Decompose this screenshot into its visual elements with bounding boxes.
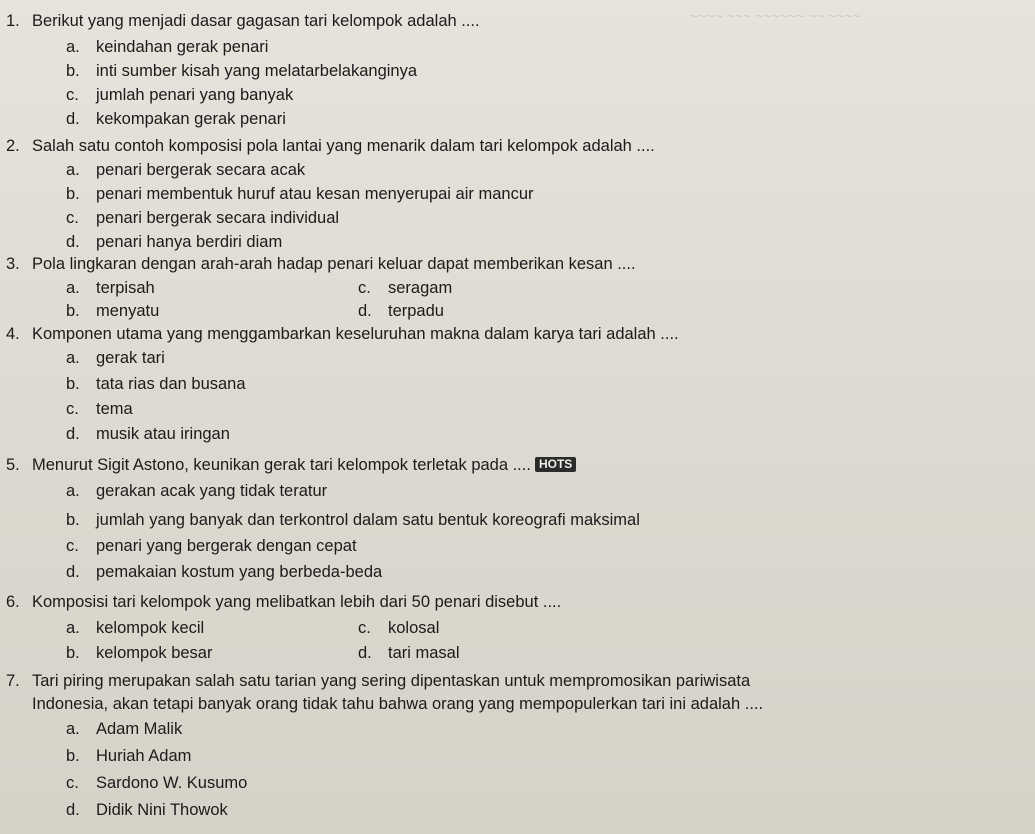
option-3c[interactable]: [358, 278, 452, 298]
option-letter: c.: [358, 279, 371, 297]
bleed-through-texture: ~~~~ ~~~ ~~~~~~ ~~ ~~~~: [690, 8, 861, 24]
option-text: inti sumber kisah yang melatarbelakanginya: [96, 62, 418, 80]
question-4: [6, 324, 679, 344]
option-text: seragam: [388, 279, 453, 297]
question-text: Salah satu contoh komposisi pola lantai yang menarik dalam tari kelompok adalah ....: [32, 137, 655, 155]
option-text: kelompok kecil: [96, 619, 205, 637]
option-letter: d.: [66, 563, 80, 581]
option-letter: d.: [66, 425, 80, 443]
option-1d[interactable]: [66, 109, 286, 129]
option-letter: d.: [66, 801, 80, 819]
question-7: [6, 671, 750, 691]
option-text: gerakan acak yang tidak teratur: [96, 482, 328, 500]
option-letter: d.: [358, 644, 372, 662]
option-text: jumlah yang banyak dan terkontrol dalam satu bentuk koreografi maksimal: [96, 511, 640, 529]
question-text: Tari piring merupakan salah satu tarian yang sering dipentaskan untuk mempromosikan pariwisata: [32, 672, 751, 690]
option-text: terpisah: [96, 279, 155, 297]
option-4b[interactable]: [66, 374, 246, 394]
option-letter: b.: [66, 747, 80, 765]
option-text: menyatu: [96, 302, 160, 320]
option-1c[interactable]: [66, 85, 293, 105]
question-1: [6, 11, 480, 31]
option-text: keindahan gerak penari: [96, 38, 269, 56]
question-6: [6, 592, 561, 612]
option-text: tari masal: [388, 644, 460, 662]
question-number: 2.: [6, 137, 20, 155]
option-letter: a.: [66, 349, 80, 367]
option-text: penari bergerak secara individual: [96, 209, 340, 227]
option-letter: d.: [66, 233, 80, 251]
option-text: terpadu: [388, 302, 444, 320]
option-letter: a.: [66, 161, 80, 179]
option-2d[interactable]: [66, 232, 282, 252]
option-4a[interactable]: [66, 348, 165, 368]
question-3: [6, 254, 636, 274]
question-2: [6, 136, 655, 156]
option-letter: a.: [66, 619, 80, 637]
option-letter: b.: [66, 375, 80, 393]
question-text: Pola lingkaran dengan arah-arah hadap penari keluar dapat memberikan kesan ....: [32, 255, 636, 273]
option-text: gerak tari: [96, 349, 165, 367]
option-text: penari bergerak secara acak: [96, 161, 306, 179]
option-text: penari hanya berdiri diam: [96, 233, 283, 251]
option-7c[interactable]: [66, 773, 247, 793]
option-6b[interactable]: [66, 643, 212, 663]
option-letter: b.: [66, 302, 80, 320]
option-text: Adam Malik: [96, 720, 183, 738]
question-text: Komponen utama yang menggambarkan keseluruhan makna dalam karya tari adalah ....: [32, 325, 679, 343]
option-3d[interactable]: [358, 301, 444, 321]
option-letter: a.: [66, 279, 80, 297]
option-6a[interactable]: [66, 618, 204, 638]
option-letter: b.: [66, 511, 80, 529]
option-letter: a.: [66, 38, 80, 56]
option-text: kekompakan gerak penari: [96, 110, 286, 128]
option-5c[interactable]: [66, 536, 357, 556]
option-2b[interactable]: [66, 184, 533, 204]
question-number: 6.: [6, 593, 20, 611]
question-number: 1.: [6, 12, 20, 30]
option-4c[interactable]: [66, 399, 133, 419]
question-text: Menurut Sigit Astono, keunikan gerak tari kelompok terletak pada ....: [32, 456, 531, 474]
option-text: Huriah Adam: [96, 747, 192, 765]
question-number: 4.: [6, 325, 20, 343]
question-number: 5.: [6, 456, 20, 474]
option-7d[interactable]: [66, 800, 228, 820]
question-number: 3.: [6, 255, 20, 273]
option-text: kelompok besar: [96, 644, 213, 662]
option-7b[interactable]: [66, 746, 191, 766]
option-text: jumlah penari yang banyak: [96, 86, 294, 104]
option-letter: c.: [66, 209, 79, 227]
option-letter: b.: [66, 185, 80, 203]
option-letter: a.: [66, 482, 80, 500]
option-text: penari membentuk huruf atau kesan menyerupai air mancur: [96, 185, 534, 203]
option-text: Didik Nini Thowok: [96, 801, 228, 819]
hots-badge: HOTS: [535, 457, 576, 472]
option-letter: a.: [66, 720, 80, 738]
option-letter: d.: [358, 302, 372, 320]
question-text: Komposisi tari kelompok yang melibatkan lebih dari 50 penari disebut ....: [32, 593, 562, 611]
option-6c[interactable]: [358, 618, 439, 638]
option-letter: b.: [66, 644, 80, 662]
option-3a[interactable]: [66, 278, 155, 298]
question-text: Berikut yang menjadi dasar gagasan tari kelompok adalah ....: [32, 12, 480, 30]
option-5b[interactable]: [66, 510, 640, 530]
option-letter: b.: [66, 62, 80, 80]
option-text: musik atau iringan: [96, 425, 230, 443]
option-1b[interactable]: [66, 61, 417, 81]
option-5d[interactable]: [66, 562, 382, 582]
option-2c[interactable]: [66, 208, 339, 228]
option-6d[interactable]: [358, 643, 460, 663]
option-text: pemakaian kostum yang berbeda-beda: [96, 563, 383, 581]
option-letter: c.: [66, 774, 79, 792]
option-2a[interactable]: [66, 160, 305, 180]
option-4d[interactable]: [66, 424, 230, 444]
option-text: tema: [96, 400, 133, 418]
option-text: Sardono W. Kusumo: [96, 774, 248, 792]
question-7-continuation: Indonesia, akan tetapi banyak orang tidak tahu bahwa orang yang mempopulerkan tari ini adalah ....: [32, 695, 764, 713]
option-3b[interactable]: [66, 301, 159, 321]
option-letter: c.: [66, 537, 79, 555]
option-text: penari yang bergerak dengan cepat: [96, 537, 357, 555]
option-7a[interactable]: [66, 719, 182, 739]
question-number: 7.: [6, 672, 20, 690]
option-letter: c.: [358, 619, 371, 637]
option-5a[interactable]: [66, 481, 327, 501]
option-text: tata rias dan busana: [96, 375, 246, 393]
option-1a[interactable]: [66, 37, 268, 57]
option-text: kolosal: [388, 619, 440, 637]
option-letter: d.: [66, 110, 80, 128]
option-letter: c.: [66, 86, 79, 104]
option-letter: c.: [66, 400, 79, 418]
question-5: [6, 455, 576, 475]
